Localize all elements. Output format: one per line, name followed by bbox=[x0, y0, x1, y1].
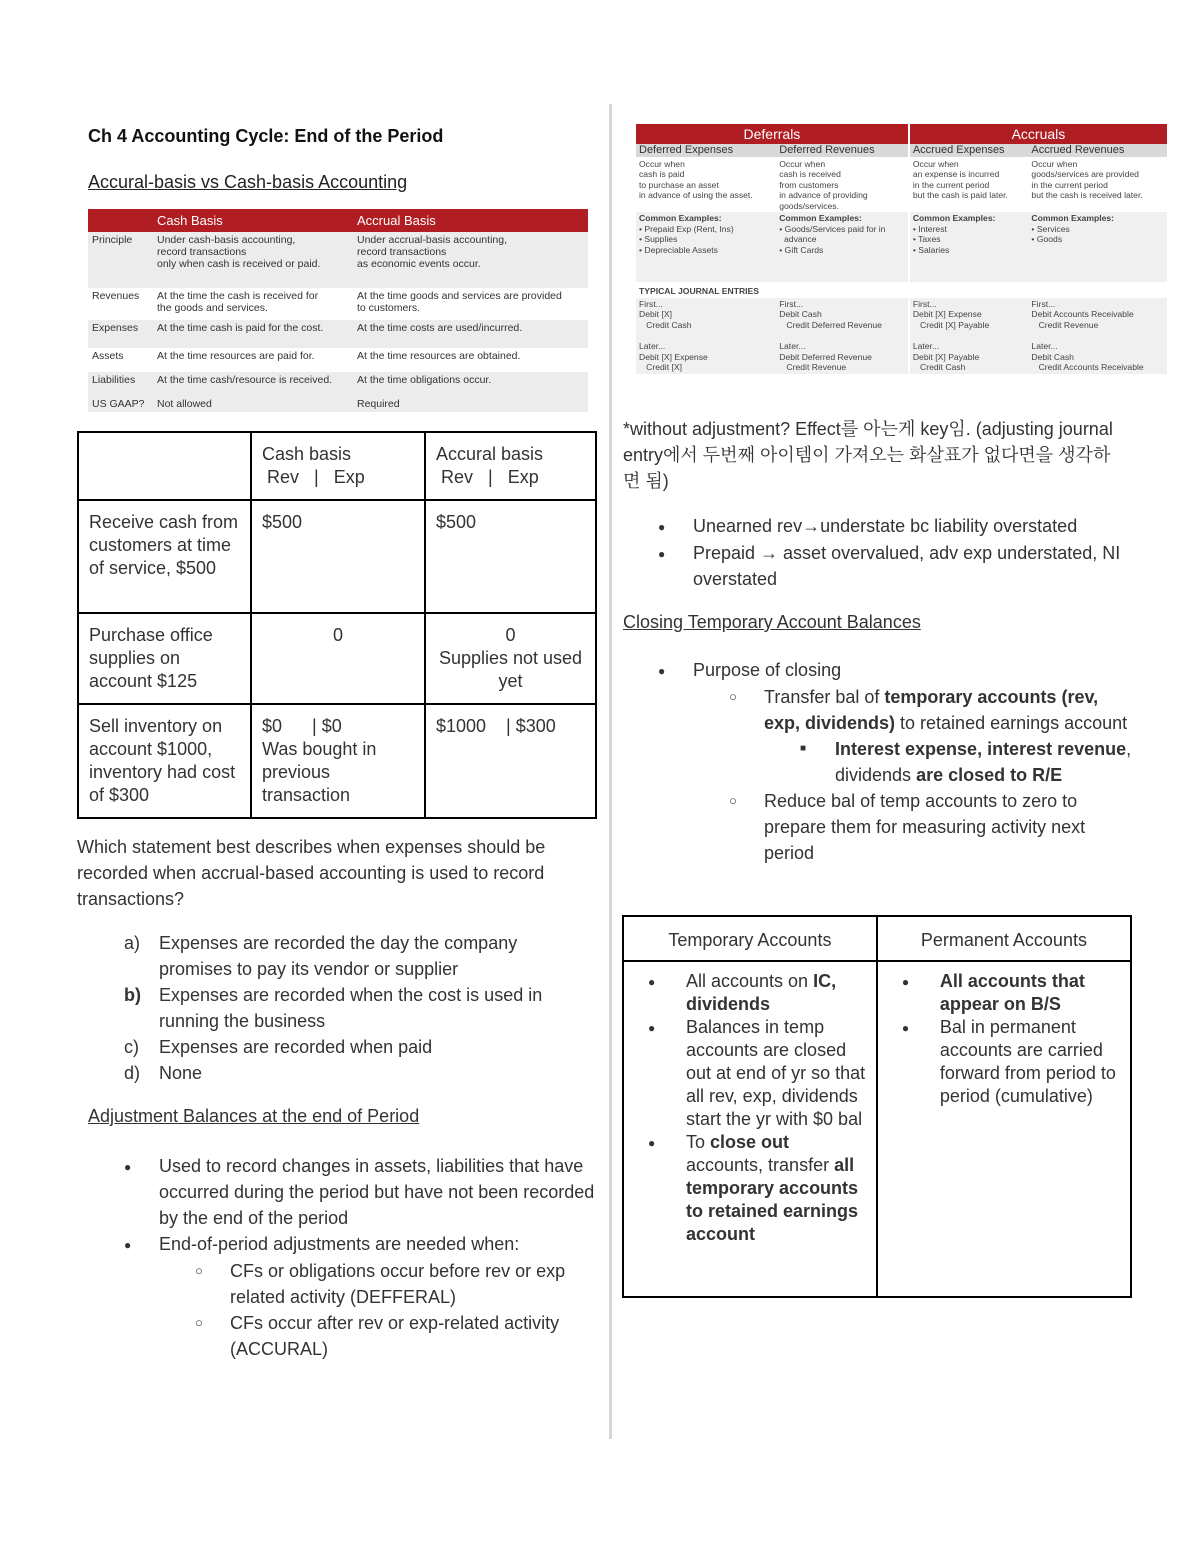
sub-sub-list-item bbox=[658, 736, 1138, 788]
example-line: • Services bbox=[1031, 223, 1070, 234]
head-cash-sub: Rev | Exp bbox=[267, 467, 365, 487]
col-accrued-expenses: Accrued Expenses bbox=[909, 144, 1029, 157]
occur-line: to purchase an asset bbox=[639, 179, 719, 190]
text-run: , dividends bbox=[835, 739, 1132, 785]
list-item bbox=[648, 1131, 870, 1246]
circle-bullet-icon: ○ bbox=[729, 793, 737, 808]
list-item-text bbox=[764, 684, 1138, 736]
text-run-bold: IC, dividends bbox=[686, 971, 837, 1014]
text-run: To bbox=[686, 1132, 711, 1152]
examples-cell bbox=[1028, 212, 1167, 282]
text-run: accounts, transfer bbox=[686, 1155, 835, 1175]
row-accrual-value bbox=[425, 613, 596, 704]
entry-line: Debit [X] bbox=[639, 309, 672, 319]
cva-row bbox=[88, 372, 588, 396]
entry-line: Credit Accounts Receivable bbox=[1031, 362, 1144, 372]
examples-cell bbox=[909, 212, 1029, 282]
cva-row bbox=[88, 320, 588, 348]
row-desc: Purchase office supplies on account $125 bbox=[78, 613, 251, 704]
list-item bbox=[902, 970, 1124, 1016]
cva-accrual-cell: At the time costs are used/incurred. bbox=[353, 320, 588, 348]
cva-line: At the time goods and services are provided bbox=[357, 290, 562, 302]
list-item bbox=[124, 1231, 600, 1258]
occur-line: Occur when bbox=[1031, 158, 1078, 169]
option-label: c) bbox=[124, 1037, 139, 1057]
cva-key: Principle bbox=[88, 232, 153, 288]
adjustment-list bbox=[124, 1153, 600, 1362]
bullet-icon: ● bbox=[124, 1238, 132, 1252]
cva-cash-cell bbox=[153, 232, 353, 288]
sub-list-item bbox=[658, 684, 1138, 736]
circle-bullet-icon: ○ bbox=[195, 1315, 203, 1330]
entry-line: First... bbox=[912, 298, 937, 309]
entry-line: Debit Accounts Receivable bbox=[1031, 309, 1134, 319]
cva-key: Assets bbox=[92, 350, 124, 362]
cva-accrual-cell: At the time obligations occur. bbox=[353, 372, 588, 396]
text-run-bold: temporary accounts (rev, exp, dividends) bbox=[764, 687, 1099, 733]
text-run-bold: Interest expense, interest revenue bbox=[835, 739, 1127, 759]
list-item bbox=[648, 970, 870, 1016]
occur-line: but the cash is paid later. bbox=[912, 190, 1008, 200]
example-line: • Supplies bbox=[639, 234, 678, 244]
occur-line: from customers bbox=[779, 179, 839, 190]
cva-corner bbox=[88, 209, 153, 232]
cva-row bbox=[88, 348, 588, 372]
list-item-text: Balances in temp accounts are closed out at end of yr so that all rev, exp, dividends start the yr with $0 bal bbox=[686, 1017, 866, 1129]
entry-line: Credit Deferred Revenue bbox=[779, 319, 882, 330]
text-run-bold: close out bbox=[710, 1132, 790, 1152]
col-deferred-expenses: Deferred Expenses bbox=[636, 144, 776, 157]
list-item-text: Used to record changes in assets, liabilities that have occurred during the period but have not been recorded by the end of the period bbox=[159, 1156, 595, 1228]
examples-cell bbox=[776, 212, 909, 282]
occur-line: but the cash is received later. bbox=[1031, 190, 1143, 200]
cva-line: Under accrual-basis accounting, bbox=[357, 234, 507, 246]
first-entry-cell bbox=[909, 298, 1029, 332]
list-item-text: CFs or obligations occur before rev or exp related activity (DEFFERAL) bbox=[230, 1261, 566, 1307]
corner-cell bbox=[78, 432, 251, 500]
later-entry-cell bbox=[636, 331, 776, 374]
occur-cell bbox=[636, 157, 776, 212]
cash-accrual-example-table bbox=[77, 431, 597, 819]
head-accrual-label: Accural basis bbox=[436, 444, 544, 464]
bullet-icon: ● bbox=[658, 520, 666, 534]
occur-cell bbox=[909, 157, 1029, 212]
example-line: • Goods bbox=[1031, 234, 1063, 244]
option-text: None bbox=[159, 1063, 203, 1083]
example-line: advance bbox=[779, 234, 817, 244]
note-list bbox=[658, 513, 1148, 592]
occur-cell bbox=[1028, 157, 1167, 212]
cva-row bbox=[88, 396, 588, 412]
bullet-icon: ● bbox=[901, 975, 910, 989]
cva-key: Liabilities bbox=[88, 372, 153, 396]
list-item bbox=[648, 1016, 870, 1131]
later-entry-cell bbox=[1028, 331, 1167, 374]
option-b bbox=[124, 982, 594, 1034]
entry-line: Debit [X] Payable bbox=[912, 351, 980, 362]
first-entry-cell bbox=[1028, 298, 1167, 332]
entry-line: First... bbox=[779, 298, 804, 309]
entry-line: Credit Cash bbox=[639, 319, 692, 330]
row-desc: Receive cash from customers at time of service, $500 bbox=[78, 500, 251, 613]
head-cash-label: Cash basis bbox=[262, 444, 352, 464]
option-text: Expenses are recorded when the cost is used in running the business bbox=[159, 985, 543, 1031]
sub-list-item bbox=[124, 1258, 600, 1310]
column-divider bbox=[609, 104, 612, 1439]
entry-line: Debit [X] Expense bbox=[912, 309, 982, 319]
row-cash-value bbox=[251, 704, 425, 818]
cva-accrual-cell bbox=[353, 232, 588, 288]
deferrals-accruals-table bbox=[636, 124, 1167, 374]
first-entry-cell bbox=[636, 298, 776, 332]
cva-line: to customers. bbox=[357, 302, 421, 314]
list-item bbox=[124, 1153, 600, 1231]
text-run: Transfer bal of bbox=[764, 687, 885, 707]
example-line: • Taxes bbox=[912, 234, 941, 244]
option-label: a) bbox=[124, 933, 141, 953]
row-cash-value: 0 bbox=[251, 613, 425, 704]
cva-cash-cell: At the time cash/resource is received. bbox=[153, 372, 353, 396]
occur-line: Occur when bbox=[779, 158, 826, 169]
cva-row bbox=[88, 232, 588, 288]
occur-line: in advance of providing bbox=[779, 190, 868, 200]
permanent-accounts-cell bbox=[877, 961, 1131, 1297]
occur-cell bbox=[776, 157, 909, 212]
cva-accrual-cell: At the time resources are obtained. bbox=[357, 350, 521, 362]
cva-line: record transactions bbox=[157, 246, 247, 258]
col-accrued-revenues: Accrued Revenues bbox=[1028, 144, 1167, 157]
occur-line: cash is paid bbox=[639, 169, 685, 179]
entry-line: Debit [X] Expense bbox=[639, 351, 708, 362]
cva-line: as economic events occur. bbox=[357, 258, 481, 270]
text-run: to retained earnings account bbox=[895, 713, 1128, 733]
option-text: Expenses are recorded the day the company promises to pay its vendor or supplier bbox=[159, 933, 518, 979]
cva-head-accrual: Accrual Basis bbox=[353, 209, 588, 232]
sub-list-item bbox=[124, 1310, 600, 1362]
row-cash-line: $0 | $0 bbox=[262, 716, 342, 736]
row-accrual-value: $1000 | $300 bbox=[425, 704, 596, 818]
head-temporary-accounts: Temporary Accounts bbox=[623, 916, 877, 961]
occur-line: an expense is incurred bbox=[912, 169, 1000, 179]
cva-key: Expenses bbox=[88, 320, 153, 348]
sub-list-item bbox=[658, 788, 1138, 866]
examples-cell bbox=[636, 212, 776, 282]
entry-line: Later... bbox=[912, 341, 940, 351]
cva-cash-cell: Not allowed bbox=[153, 396, 353, 412]
list-item-text: Bal in permanent accounts are carried forward from period to period (cumulative) bbox=[939, 1017, 1116, 1106]
cva-key: Revenues bbox=[92, 290, 140, 302]
square-bullet-icon: ■ bbox=[800, 743, 807, 754]
list-item-text bbox=[835, 736, 1138, 788]
later-entry-cell bbox=[776, 331, 909, 374]
entry-line: Debit Cash bbox=[1031, 351, 1074, 362]
cva-key: US GAAP? bbox=[88, 396, 153, 412]
list-item-text bbox=[686, 970, 870, 1016]
occur-line: Occur when bbox=[912, 158, 959, 169]
cva-head-cash: Cash Basis bbox=[153, 209, 353, 232]
deferrals-header: Deferrals bbox=[636, 124, 909, 144]
occur-line: cash is received bbox=[779, 169, 841, 179]
option-c bbox=[124, 1034, 594, 1060]
bullet-icon: ● bbox=[658, 664, 666, 678]
bullet-icon: ● bbox=[648, 1136, 656, 1150]
example-line: • Prepaid Exp (Rent, Ins) bbox=[639, 223, 734, 234]
col-deferred-revenues: Deferred Revenues bbox=[776, 144, 909, 157]
cva-row bbox=[88, 288, 588, 320]
entry-line: Credit Revenue bbox=[779, 362, 847, 372]
cva-cash-cell: At the time cash is paid for the cost. bbox=[153, 320, 353, 348]
temporary-accounts-cell bbox=[623, 961, 877, 1297]
row-cash-value: $500 bbox=[251, 500, 425, 613]
head-permanent-accounts: Permanent Accounts bbox=[877, 916, 1131, 961]
bullet-icon: ● bbox=[648, 1021, 656, 1035]
examples-label: Common Examples: bbox=[912, 213, 996, 223]
occur-line: goods/services are provided bbox=[1031, 169, 1139, 179]
entry-line: Later... bbox=[639, 341, 666, 351]
list-item-text: Unearned rev→understate bc liability overstated bbox=[693, 516, 1078, 536]
entry-line: Debit Cash bbox=[779, 309, 822, 319]
list-item bbox=[658, 657, 1138, 684]
accruals-header: Accruals bbox=[909, 124, 1167, 144]
entry-line: First... bbox=[639, 298, 663, 309]
list-item bbox=[658, 513, 1148, 540]
example-line: • Gift Cards bbox=[779, 244, 824, 255]
list-item-text: All accounts that appear on B/S bbox=[939, 971, 1085, 1014]
option-d bbox=[124, 1060, 594, 1086]
page-title: Ch 4 Accounting Cycle: End of the Period bbox=[88, 126, 444, 146]
cva-line: record transactions bbox=[357, 246, 447, 258]
list-item-text: Prepaid → asset overvalued, adv exp understated, NI overstated bbox=[693, 543, 1121, 589]
row-accrual-line: Supplies not used yet bbox=[438, 648, 583, 691]
section-heading-closing: Closing Temporary Account Balances bbox=[623, 612, 921, 632]
temp-permanent-accounts-table bbox=[622, 915, 1132, 1298]
cva-cash-cell: At the time resources are paid for. bbox=[157, 350, 315, 362]
entry-line: Credit Cash bbox=[912, 362, 966, 372]
list-item-text: Purpose of closing bbox=[693, 660, 842, 680]
adjustment-note: *without adjustment? Effect를 아는게 key임. (adjusting journal entry에서 두번째 아이템이 가져오는 화살표가 없다면을 생각하면 됨) bbox=[623, 419, 1113, 491]
example-line: • Salaries bbox=[912, 244, 950, 255]
text-run-bold: are closed to R/E bbox=[916, 765, 1063, 785]
entry-line: Debit Deferred Revenue bbox=[779, 351, 872, 362]
list-item-text: End-of-period adjustments are needed when: bbox=[159, 1234, 520, 1254]
bullet-icon: ● bbox=[124, 1160, 132, 1174]
row-accrual-value: $500 bbox=[425, 500, 596, 613]
closing-list bbox=[658, 657, 1138, 866]
entry-line: Later... bbox=[779, 341, 806, 351]
example-line: • Depreciable Assets bbox=[639, 244, 718, 255]
row-cash-line: Was bought in previous transaction bbox=[262, 739, 377, 805]
list-item-text bbox=[686, 1131, 870, 1246]
circle-bullet-icon: ○ bbox=[729, 689, 737, 704]
journal-entries-label: TYPICAL JOURNAL ENTRIES bbox=[636, 282, 1167, 298]
cva-line: only when cash is received or paid. bbox=[157, 258, 321, 270]
occur-line: goods/services. bbox=[779, 200, 839, 211]
occur-line: Occur when bbox=[639, 158, 685, 169]
section-heading-adjustment: Adjustment Balances at the end of Period bbox=[88, 1106, 420, 1126]
example-line: • Goods/Services paid for in bbox=[779, 223, 886, 234]
section-heading-basis: Accural-basis vs Cash-basis Accounting bbox=[88, 172, 408, 192]
bullet-icon: ● bbox=[901, 1021, 910, 1035]
cva-cash-cell bbox=[153, 288, 353, 320]
text-run-bold: all temporary accounts to retained earnings account bbox=[686, 1155, 859, 1244]
cva-accrual-cell: Required bbox=[353, 396, 588, 412]
text-run: All accounts on bbox=[686, 971, 814, 991]
list-item bbox=[902, 1016, 1124, 1108]
cva-accrual-cell bbox=[353, 288, 588, 320]
quiz-options bbox=[124, 930, 594, 1086]
examples-label: Common Examples: bbox=[779, 213, 862, 223]
option-a bbox=[124, 930, 594, 982]
cva-line: the goods and services. bbox=[157, 302, 268, 314]
option-text: Expenses are recorded when paid bbox=[159, 1037, 433, 1057]
row-accrual-line: 0 bbox=[505, 625, 516, 645]
entry-line: First... bbox=[1031, 298, 1056, 309]
head-accrual-basis bbox=[425, 432, 596, 500]
later-entry-cell bbox=[909, 331, 1029, 374]
example-line: • Interest bbox=[912, 223, 947, 234]
head-accrual-sub: Rev | Exp bbox=[441, 467, 539, 487]
list-item bbox=[658, 540, 1148, 592]
option-label: d) bbox=[124, 1063, 141, 1083]
head-cash-basis bbox=[251, 432, 425, 500]
option-label: b) bbox=[124, 985, 141, 1005]
occur-line: in the current period bbox=[912, 179, 990, 190]
circle-bullet-icon: ○ bbox=[195, 1263, 203, 1278]
first-entry-cell bbox=[776, 298, 909, 332]
occur-line: in advance of using the asset. bbox=[639, 190, 753, 200]
list-item-text: Reduce bal of temp accounts to zero to prepare them for measuring activity next period bbox=[764, 791, 1086, 863]
cash-vs-accrual-table bbox=[88, 209, 588, 412]
examples-label: Common Examples: bbox=[1031, 213, 1115, 223]
cva-line: At the time the cash is received for bbox=[157, 290, 319, 302]
cva-line: Under cash-basis accounting, bbox=[157, 234, 296, 246]
entry-line: Credit [X] bbox=[639, 362, 682, 372]
list-item-text: CFs occur after rev or exp-related activity (ACCURAL) bbox=[230, 1313, 560, 1359]
bullet-icon: ● bbox=[658, 547, 666, 561]
entry-line: Credit [X] Payable bbox=[912, 319, 990, 330]
quiz-question: Which statement best describes when expenses should be recorded when accrual-based accounting is used to record transactions? bbox=[77, 837, 546, 909]
row-desc: Sell inventory on account $1000, inventory had cost of $300 bbox=[78, 704, 251, 818]
examples-label: Common Examples: bbox=[639, 213, 722, 223]
entry-line: Later... bbox=[1031, 341, 1058, 351]
entry-line: Credit Revenue bbox=[1031, 319, 1099, 330]
bullet-icon: ● bbox=[648, 975, 656, 989]
occur-line: in the current period bbox=[1031, 179, 1108, 190]
